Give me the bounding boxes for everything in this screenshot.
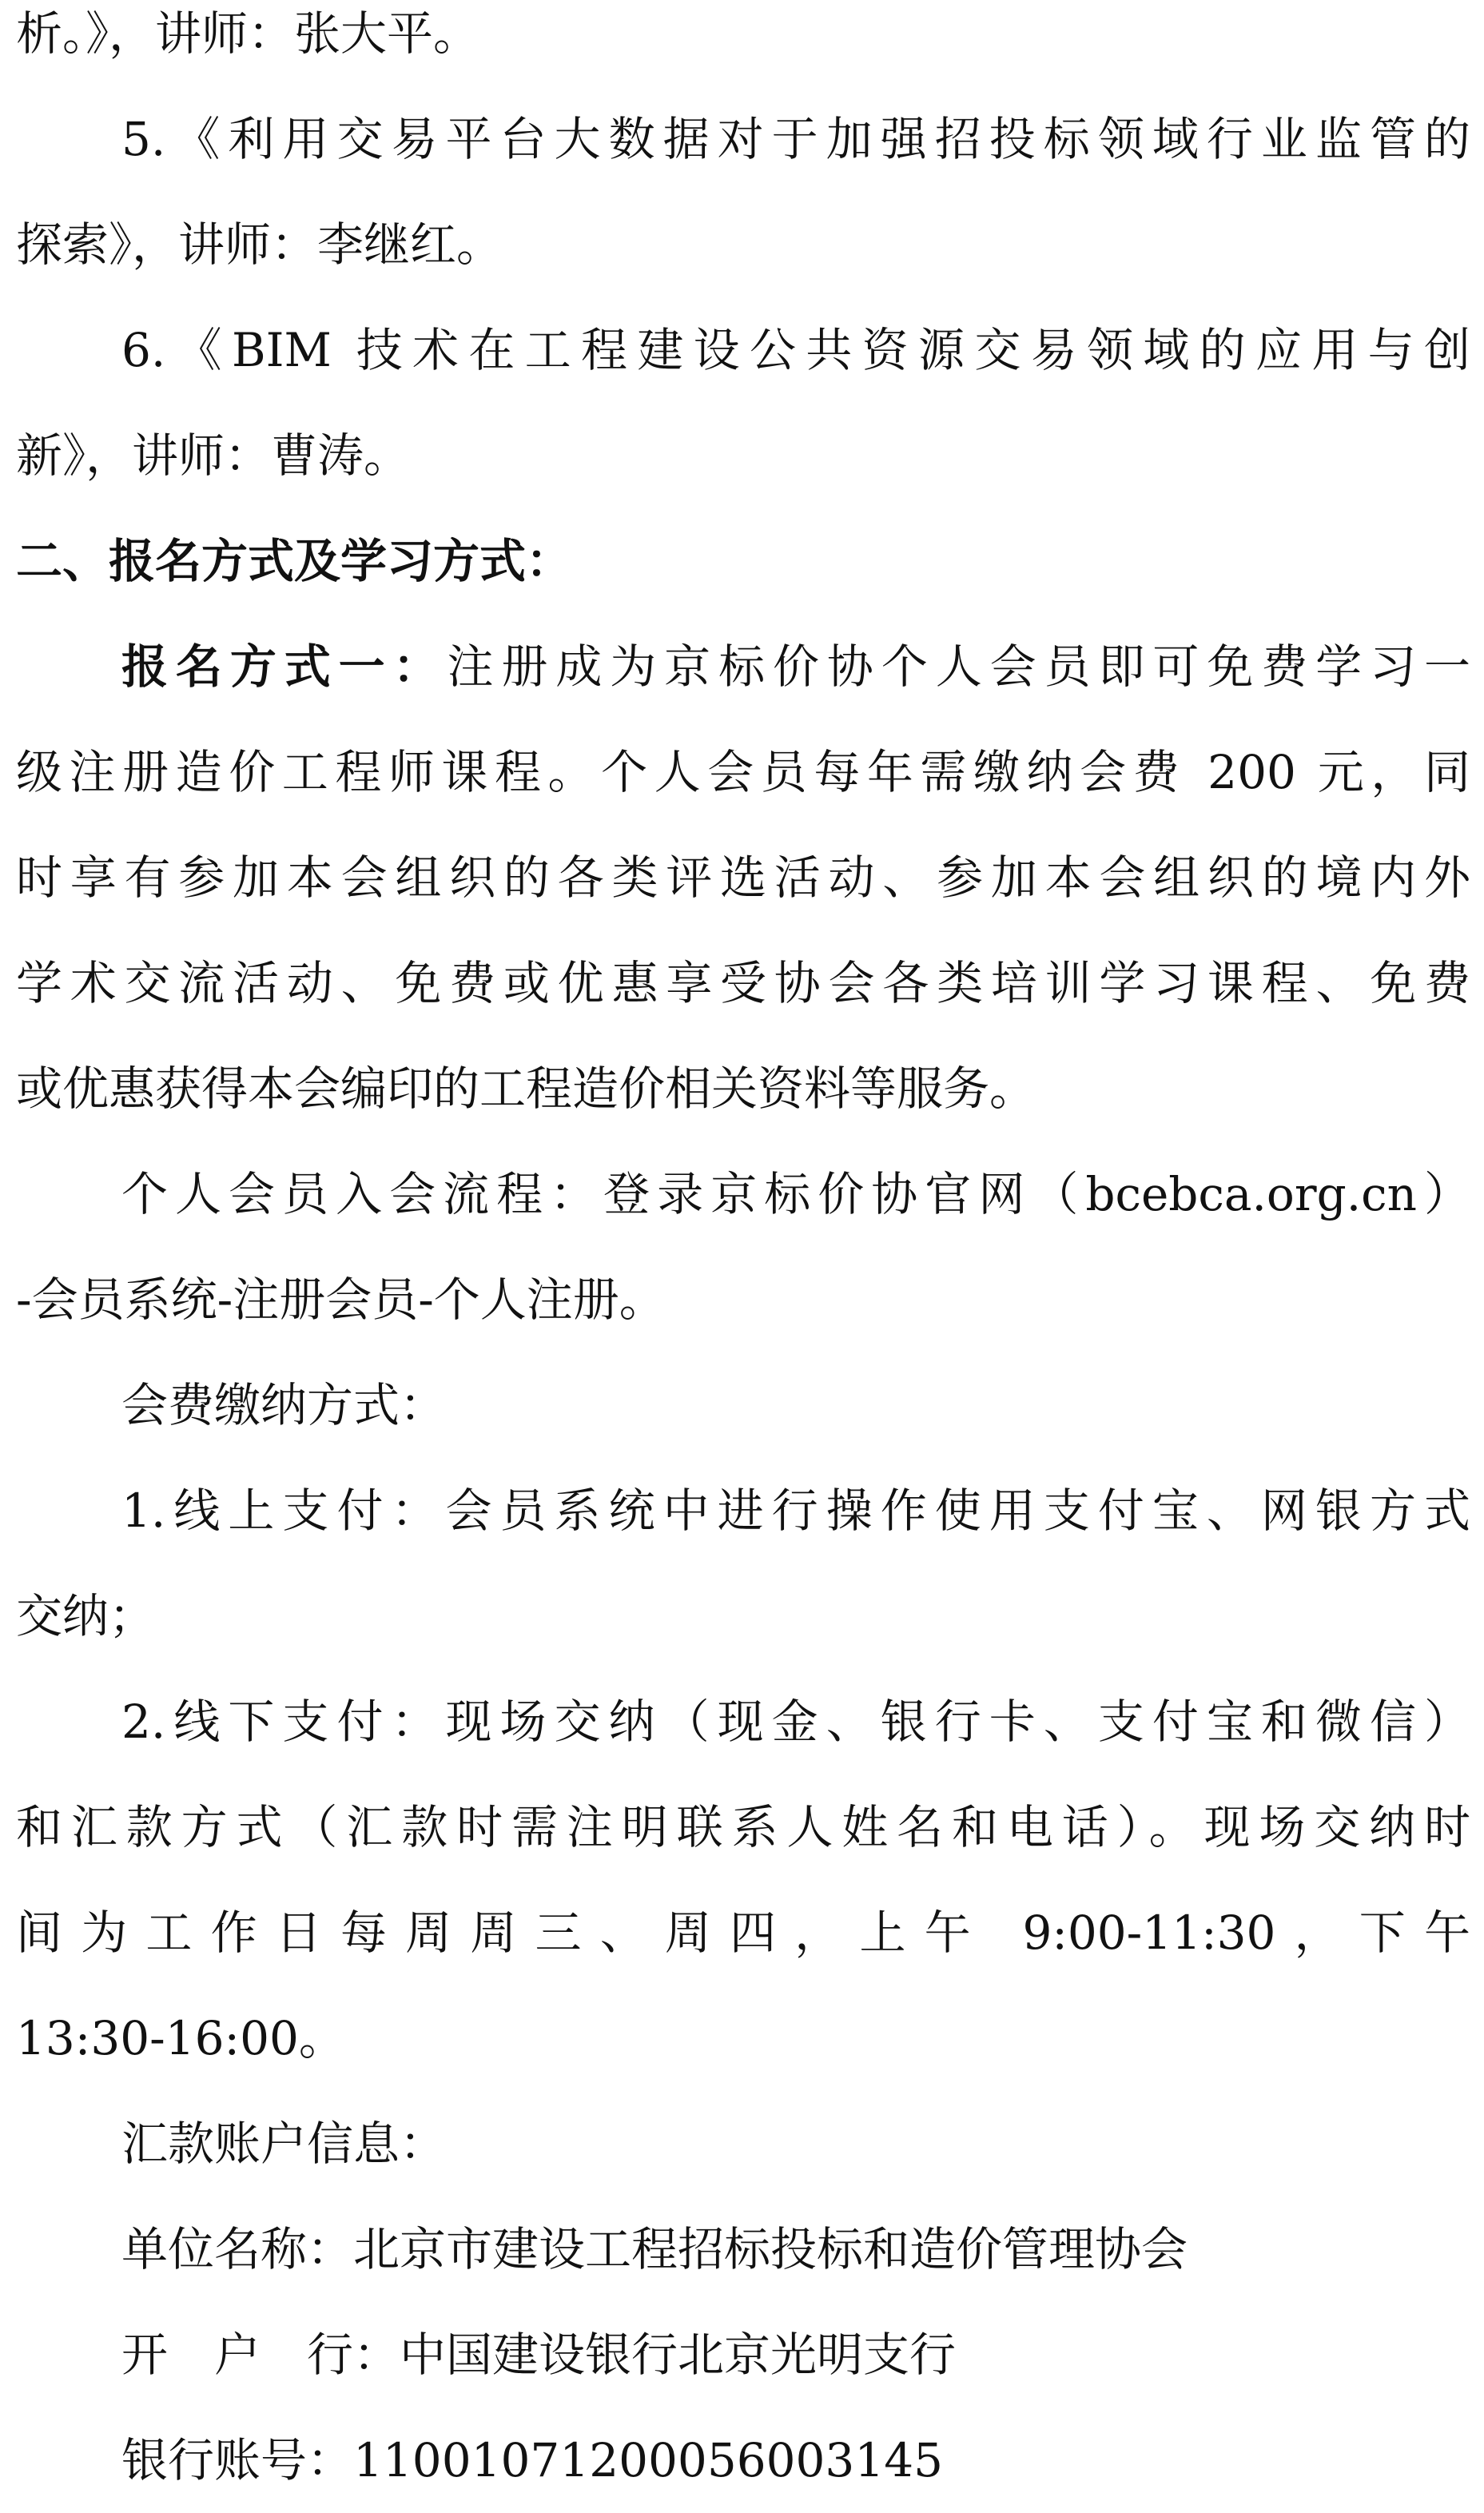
text-line-course-6-end: 新》，讲师：曹涛。 bbox=[16, 428, 411, 483]
text-line-payment-methods: 会费缴纳方式： bbox=[121, 1378, 447, 1432]
text-line-join-process: 个人会员入会流程：登录京标价协官网（bcebca.org.cn） bbox=[121, 1167, 1470, 1221]
text-line-course-4-end: 析。》，讲师：张大平。 bbox=[16, 6, 480, 61]
text-line-account-name: 单位名称：北京市建设工程招标投标和造价管理协会 bbox=[121, 2222, 1188, 2276]
registration-method-one bbox=[121, 614, 1470, 719]
text-line-benefits-2: 学术交流活动、免费或优惠享受协会各类培训学习课程、免费 bbox=[16, 956, 1470, 1010]
text-line-bank-branch: 开 户 行：中国建设银行北京光明支行 bbox=[121, 2328, 957, 2382]
text-line-offline-payment-2: 和汇款方式（汇款时需注明联系人姓名和电话）。现场交纳时 bbox=[16, 1800, 1470, 1854]
registration-method-one-text: 注册成为京标价协个人会员即可免费学习一 bbox=[447, 639, 1470, 694]
registration-method-one-label: 报名方式一： bbox=[121, 639, 448, 694]
text-line-remittance-info: 汇款账户信息： bbox=[121, 2117, 447, 2171]
text-line-online-payment: 1.线上支付：会员系统中进行操作使用支付宝、网银方式 bbox=[121, 1484, 1470, 1538]
text-line-course-6: 6.《BIM 技术在工程建设公共资源交易领域的应用与创 bbox=[121, 323, 1470, 377]
text-line-join-process-end: -会员系统-注册会员-个人注册。 bbox=[16, 1272, 666, 1327]
section-heading: 二、报名方式及学习方式： bbox=[16, 534, 573, 588]
text-line-office-hours-end: 13:30-16:00。 bbox=[16, 2011, 345, 2065]
text-line-account-number: 银行账号：11001071200056003145 bbox=[121, 2433, 944, 2487]
text-line-course-5-end: 探索》，讲师：李继红。 bbox=[16, 217, 503, 272]
text-line-benefits-1: 时享有参加本会组织的各类评选活动、参加本会组织的境内外 bbox=[16, 850, 1470, 905]
text-line-office-hours: 间为工作日每周周三、周四，上午 9:00-11:30，下午 bbox=[16, 1906, 1470, 1960]
text-line-offline-payment: 2.线下支付：现场交纳（现金、银行卡、支付宝和微信） bbox=[121, 1695, 1470, 1749]
text-line-membership-fee: 级注册造价工程师课程。个人会员每年需缴纳会费 200 元，同 bbox=[16, 745, 1470, 799]
text-line-course-5: 5.《利用交易平台大数据对于加强招投标领域行业监管的 bbox=[121, 112, 1470, 166]
text-line-benefits-3: 或优惠获得本会编印的工程造价相关资料等服务。 bbox=[16, 1061, 1036, 1116]
text-line-online-payment-end: 交纳； bbox=[16, 1589, 156, 1643]
